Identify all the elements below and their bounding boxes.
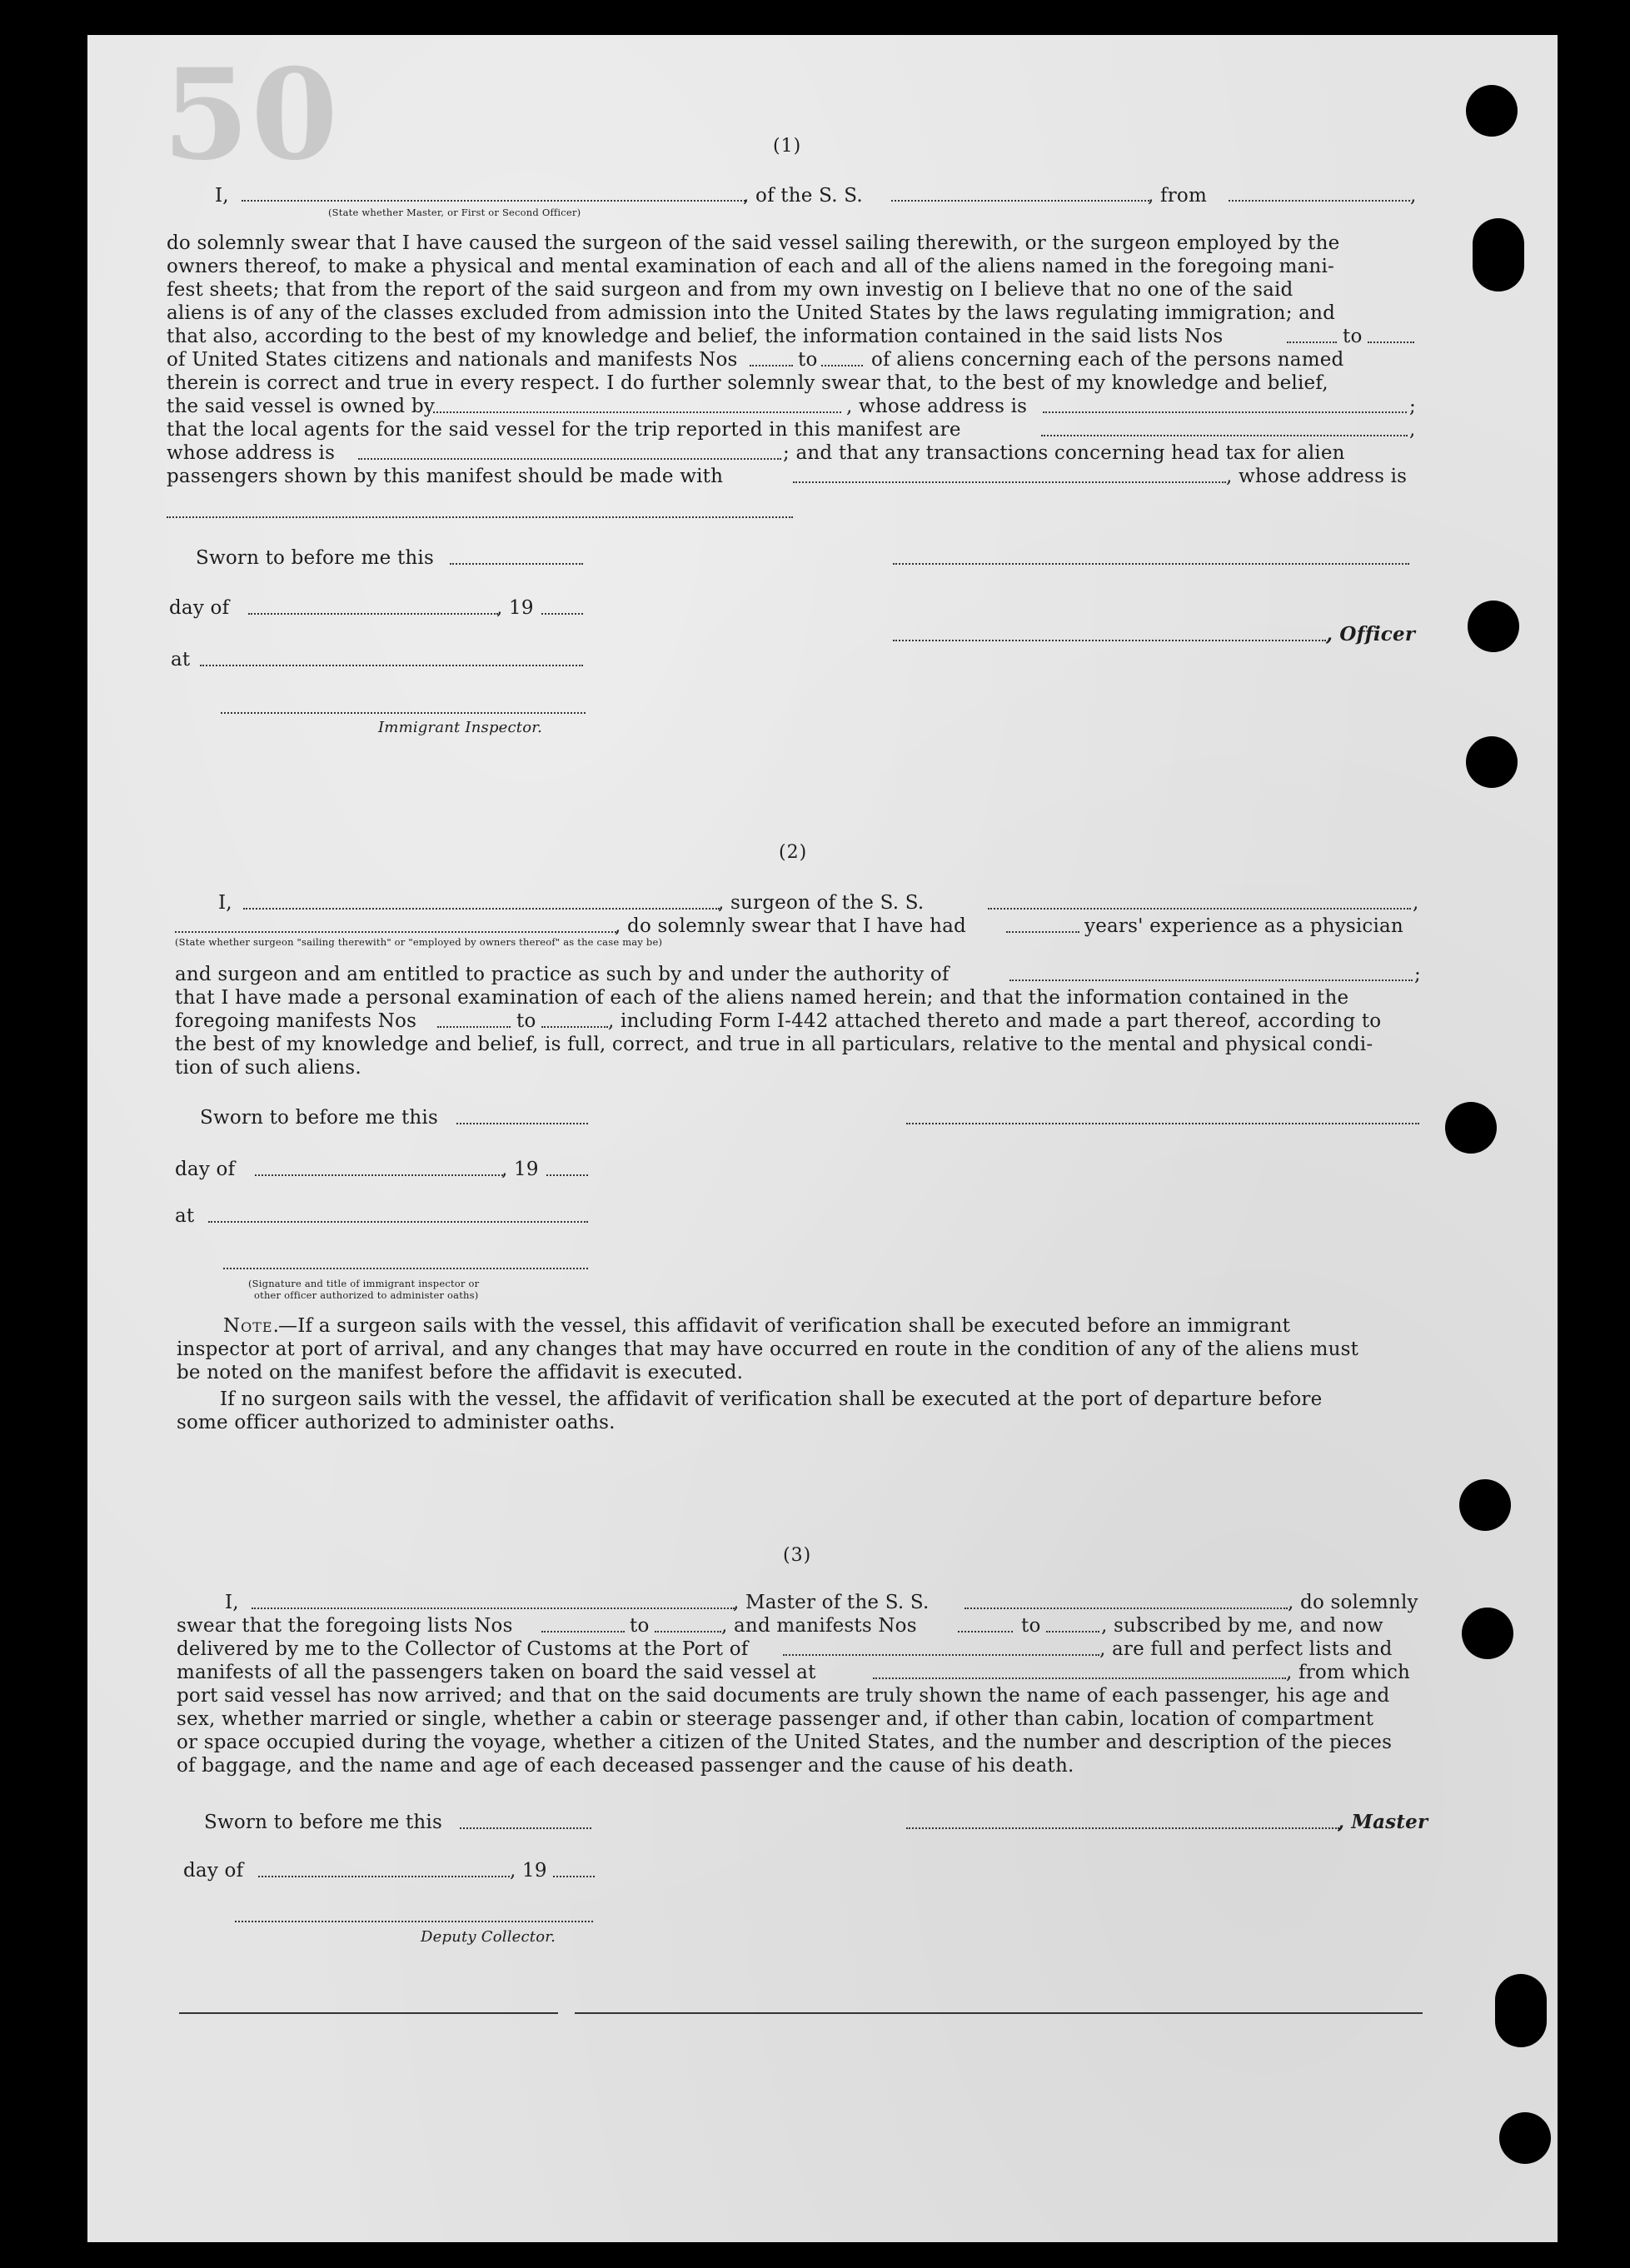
s2-ship-name-blank [988,908,1411,910]
s1-of-the-ss: , of the S. S. [743,185,863,207]
s2-intro-i: I, [218,892,232,914]
punch-hole [1473,218,1524,292]
s3-sworn-label: Sworn to before me this [204,1812,442,1833]
s2-sig-note-1: (Signature and title of immigrant inspector or [248,1278,480,1289]
s2-capacity-blank [175,931,616,933]
s1-owner-address-blank [1043,411,1407,413]
s2-signature-blank [906,1123,1419,1124]
s3-list-from-blank [541,1631,625,1632]
s1-line-1: do solemnly swear that I have caused the surgeon of the said vessel sailing therewith, or the surgeon employed by the [167,232,1340,254]
s3-do-solemnly: , do solemnly [1288,1592,1418,1613]
s1-from-port-blank [1229,200,1410,202]
s3-line-4: port said vessel has now arrived; and that on the said documents are truly shown the name of each passenger, his age and [177,1685,1390,1707]
s1-line-11-end: , whose address is [1226,466,1408,487]
s2-note-line-1: —If a surgeon sails with the vessel, this affidavit of verification shall be executed before an immigrant [278,1315,1291,1337]
s3-line-2: delivered by me to the Collector of Customs at the Port of [177,1638,749,1660]
s2-day-of-label: day of [175,1159,236,1180]
s1-line-2: owners thereof, to make a physical and mental examination of each and all of the aliens named in the foregoing mani- [167,256,1334,277]
s2-month-blank [255,1174,503,1176]
s1-ship-name-blank [891,200,1149,202]
s1-line-5: that also, according to the best of my knowledge and belief, the information contained in the said lists Nos [167,326,1224,347]
s1-agents-blank [1041,435,1408,436]
s2-year-blank [546,1174,588,1176]
section-2-heading: (2) [779,842,808,863]
s1-line-5-to: to [1343,326,1363,347]
s2-inspector-sign-blank [223,1268,588,1269]
s3-line-6: or space occupied during the voyage, whether a citizen of the United States, and the number and description of the pieces [177,1732,1393,1753]
ghost-number-mark: 50 [162,42,340,188]
s2-line-4: the best of my knowledge and belief, is full, correct, and true in all particulars, relative to the mental and physical condi- [175,1034,1373,1055]
s2-surgeon-name-blank [243,908,720,910]
s3-year-blank [553,1876,595,1877]
s2-swear-line: , do solemnly swear that I have had [615,915,966,937]
s2-sworn-label: Sworn to before me this [200,1107,438,1129]
s1-sworn-label: Sworn to before me this [196,547,434,569]
s1-at-place-blank [200,665,583,666]
s1-line-4: aliens is of any of the classes excluded from admission into the United States by the laws regulating immigration; and [167,302,1336,324]
s1-from: , from [1148,185,1207,207]
s1-officer-name-blank [242,200,745,202]
s2-sworn-day-blank [456,1123,588,1124]
s1-inspector-sign-blank [221,712,586,714]
s1-rank-note: (State whether Master, or First or Second Officer) [328,207,581,218]
s3-list-to-blank [655,1631,721,1632]
section-3-heading: (3) [783,1545,812,1566]
punch-hole [1466,85,1518,137]
s1-manifest-no-to-blank [821,365,863,366]
s2-line-3-to: to [516,1010,536,1032]
s1-sworn-day-blank [450,563,583,565]
s2-comma: , [1413,892,1419,914]
s3-master-label: , Master [1338,1811,1428,1833]
s2-sig-note-2: other officer authorized to administer oaths) [254,1289,479,1301]
bottom-rule-left [179,2012,558,2014]
s2-note-line-2: inspector at port of arrival, and any changes that may have occurred en route in the condition of any of the aliens must [177,1338,1359,1360]
s1-line-9-end: , [1409,419,1416,441]
s1-line-7: therein is correct and true in every respect. I do further solemnly swear that, to the best of my knowledge and belief, [167,372,1328,394]
s2-surgeon-of-ss: , surgeon of the S. S. [718,892,925,914]
s1-comma: , [1410,185,1417,207]
punch-hole [1495,1974,1547,2047]
s3-manifest-to-blank [1046,1631,1099,1632]
s1-line-3: fest sheets; that from the report of the said surgeon and from my own investig on I believe that no one of the said [167,279,1294,301]
s2-at-place-blank [208,1221,588,1223]
s3-year-label: , 19 [510,1860,547,1882]
punch-hole [1445,1102,1497,1154]
s3-master-of-ss: , Master of the S. S. [733,1592,930,1613]
s1-day-of-label: day of [169,597,230,619]
s2-years-blank [1006,931,1079,933]
s3-sworn-day-blank [460,1827,591,1829]
s2-line-3: foregoing manifests Nos [175,1010,417,1032]
s1-headtax-address-blank [167,516,793,518]
s2-note-line-5: some officer authorized to administer oaths. [177,1412,616,1433]
punch-hole [1462,1608,1513,1659]
s3-master-sign-blank [906,1827,1339,1829]
s2-year-label: , 19 [501,1159,539,1180]
s3-line-1-to-2: to [1021,1615,1041,1637]
s2-line-2: that I have made a personal examination of each of the aliens named herein; and that the information contained in the [175,987,1349,1009]
s1-list-no-to-blank [1368,341,1414,343]
s3-month-blank [258,1876,510,1877]
s2-line-1: and surgeon and am entitled to practice as such by and under the authority of [175,964,950,985]
s1-agents-address-blank [358,458,781,460]
s2-at-label: at [175,1205,195,1227]
s2-note-line-3: be noted on the manifest before the affidavit is executed. [177,1362,744,1383]
s3-deputy-label: Deputy Collector. [421,1928,556,1946]
s1-line-6-end: of aliens concerning each of the persons named [871,349,1344,371]
s1-owner-blank [433,411,841,413]
punch-hole [1459,1479,1511,1531]
s3-manifest-from-blank [958,1631,1013,1632]
s1-line-8-address: , whose address is [846,396,1028,417]
s3-line-1-manifests: , and manifests Nos [721,1615,917,1637]
s2-line-5: tion of such aliens. [175,1057,361,1079]
s3-line-3: manifests of all the passengers taken on board the said vessel at [177,1662,816,1683]
punch-hole [1468,601,1519,652]
s3-line-1-to: to [630,1615,650,1637]
s3-line-7: of baggage, and the name and age of each deceased passenger and the cause of his death. [177,1755,1074,1777]
s2-manifest-to-blank [541,1026,608,1028]
s1-officer-label: , Officer [1326,623,1416,646]
s3-line-1: swear that the foregoing lists Nos [177,1615,513,1637]
s1-line-11: passengers shown by this manifest should be made with [167,466,724,487]
s3-line-1-end: , subscribed by me, and now [1101,1615,1383,1637]
s3-day-of-label: day of [183,1860,244,1882]
s2-authority-blank [1009,979,1413,981]
s1-list-no-from-blank [1287,341,1337,343]
s1-line-10-end: ; and that any transactions concerning head tax for alien [783,442,1345,464]
s1-line-6-to: to [798,349,818,371]
s3-port-blank [783,1654,1099,1656]
s1-officer-sign-blank [893,640,1326,641]
s2-years-experience: years' experience as a physician [1084,915,1403,937]
s2-note-line-4: If no surgeon sails with the vessel, the affidavit of verification shall be executed at the port of departure before [220,1388,1323,1410]
s1-at-label: at [171,649,191,670]
punch-hole [1466,736,1518,788]
s1-inspector-label: Immigrant Inspector. [378,719,543,736]
s1-line-6: of United States citizens and nationals and manifests Nos [167,349,738,371]
s3-line-3-end: , from which [1286,1662,1411,1683]
s2-line-1-end: ; [1414,964,1421,985]
s1-month-blank [248,613,498,615]
s1-headtax-blank [793,481,1226,483]
s1-intro-i: I, [215,185,229,207]
bottom-rule-right [575,2012,1423,2014]
punch-hole [1499,2112,1551,2164]
s1-line-9: that the local agents for the said vessel for the trip reported in this manifest are [167,419,961,441]
s3-collector-sign-blank [235,1921,593,1922]
s2-capacity-note: (State whether surgeon "sailing therewith" or "employed by owners thereof" as the case may be) [175,936,663,948]
s3-master-name-blank [252,1608,735,1609]
s2-line-3-end: , including Form I-442 attached thereto and made a part thereof, according to [608,1010,1382,1032]
s1-signature-blank [893,563,1409,565]
s3-intro-i: I, [225,1592,239,1613]
s1-year-blank [541,613,583,615]
s1-manifest-no-from-blank [750,365,793,366]
s3-line-5: sex, whether married or single, whether a cabin or steerage passenger and, if other than cabin, location of compartment [177,1708,1374,1730]
s3-embark-port-blank [873,1677,1286,1679]
s1-line-8-end: ; [1409,396,1416,417]
section-1-heading: (1) [773,136,802,157]
s3-ship-name-blank [965,1608,1288,1609]
s3-line-2-end: , are full and perfect lists and [1099,1638,1393,1660]
s2-note-label: Note. [223,1315,280,1337]
s1-year-label: , 19 [496,597,534,619]
s1-line-8: the said vessel is owned by [167,396,435,417]
s1-line-10: whose address is [167,442,336,464]
s2-manifest-from-blank [437,1026,511,1028]
